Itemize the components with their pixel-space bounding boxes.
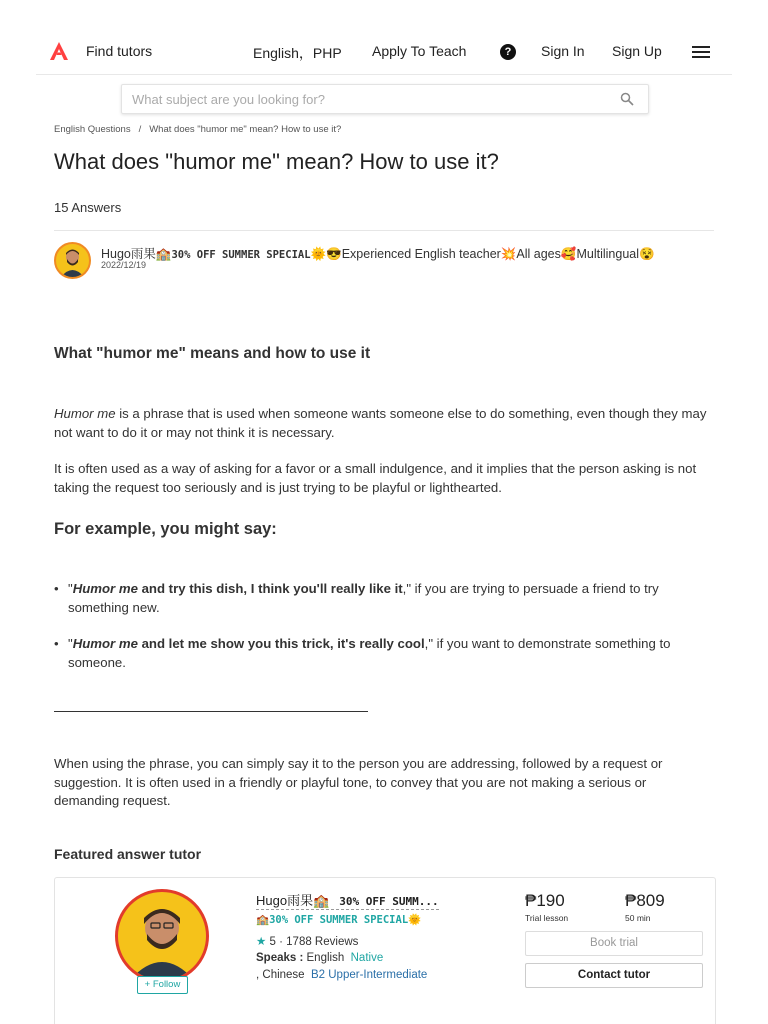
breadcrumb-item-current: What does "humor me" mean? How to use it?	[149, 124, 342, 135]
sign-in-link[interactable]: Sign In	[541, 43, 585, 59]
tutor-promo	[256, 913, 421, 926]
sun-emoji: 🌞	[310, 247, 327, 261]
school-emoji: 🏫	[155, 247, 172, 261]
help-icon[interactable]: ?	[500, 44, 516, 60]
answer-heading: What "humor me" means and how to use it	[54, 345, 371, 362]
paragraph-text: is a phrase that is used when someone wants someone else to do something, even though they may not want to do it or may not think it is necessary.	[54, 406, 707, 440]
top-navbar	[36, 0, 732, 75]
search-input[interactable]	[122, 85, 592, 113]
level-native: Native	[350, 952, 384, 964]
logo-icon[interactable]	[48, 40, 70, 62]
language-currency-selector[interactable]: English，PHP	[253, 45, 342, 61]
answers-count: 15 Answers	[54, 200, 122, 215]
quote-mark: "	[68, 636, 73, 651]
dizzy-emoji: 😵	[639, 247, 655, 261]
answer-date: 2022/12/19	[101, 260, 147, 270]
author-bio-3: Multilingual	[576, 247, 639, 261]
answer-paragraph-2: It is often used as a way of asking for a favor or a small indulgence, and it implies that the person asking is not taking the request too seriously and is just trying to be playful or lighthearted.	[54, 461, 697, 495]
tutor-name: Hugo雨果	[256, 893, 314, 908]
promo-text: 30% OFF SUMMER SPECIAL	[269, 914, 409, 926]
trial-price-label: Trial lesson	[525, 913, 569, 923]
tutor-speaks	[256, 952, 383, 964]
sun-emoji: 🌞	[408, 914, 422, 926]
example-heading: For example, you might say:	[54, 520, 277, 538]
search-icon[interactable]	[620, 92, 634, 106]
tutor-avatar[interactable]	[115, 889, 209, 983]
apply-to-teach-link[interactable]: Apply To Teach	[372, 43, 467, 59]
lesson-price-label: 50 min	[625, 913, 651, 923]
divider	[54, 230, 714, 231]
example-list	[54, 580, 714, 690]
author-bio-2: All ages	[516, 247, 561, 261]
quote-mark: "	[68, 581, 73, 596]
answer-paragraph-1	[54, 405, 714, 442]
featured-tutor-label: Featured answer tutor	[54, 846, 202, 862]
author-bio-1: Experienced English teacher	[341, 247, 501, 261]
example-item	[54, 580, 714, 617]
author-name-line	[101, 244, 655, 262]
level-b2: B2 Upper-Intermediate	[310, 969, 428, 981]
school-emoji: 🏫	[313, 893, 330, 908]
breadcrumb	[54, 124, 341, 135]
sign-up-link[interactable]: Sign Up	[612, 43, 662, 59]
answer-paragraph-3: When using the phrase, you can simply say it to the person you are addressing, followed by a request or suggestion. It is often used in a friendly or playful tone, to convey that you are not making a serious or demanding request.	[54, 756, 663, 808]
example-bold-text: and let me show you this trick, it's really cool	[137, 636, 425, 651]
featured-tutor-card	[54, 877, 716, 1024]
author-name[interactable]: Hugo雨果	[101, 247, 156, 261]
speaks-label: Speaks :	[256, 952, 304, 964]
book-trial-button[interactable]: Book trial	[525, 931, 703, 956]
tutor-name-line[interactable]	[256, 890, 439, 910]
review-count: 1788 Reviews	[286, 936, 359, 948]
rating-value: 5	[269, 936, 276, 948]
example-text: ," if you are trying to persuade a friend to try something new.	[68, 581, 659, 615]
contact-tutor-button[interactable]: Contact tutor	[525, 963, 703, 988]
tutor-name-promo: 30% OFF SUMM...	[339, 895, 439, 908]
tutor-speaks-2	[256, 969, 427, 981]
find-tutors-link[interactable]: Find tutors	[86, 43, 153, 59]
phrase-emphasis: Humor me	[54, 406, 116, 421]
example-bold-text: and try this dish, I think you'll really like it	[137, 581, 403, 596]
search-bar	[121, 84, 649, 114]
cool-emoji: 😎	[326, 247, 342, 261]
tutor-rating: ★ 5 · 1788 Reviews	[256, 936, 359, 948]
example-phrase: Humor me	[72, 581, 138, 596]
language-chinese: , Chinese	[256, 969, 305, 981]
page-title: What does "humor me" mean? How to use it?	[54, 149, 499, 174]
lesson-price: ₱809	[625, 891, 665, 910]
breadcrumb-separator: /	[138, 124, 142, 135]
smile-emoji: 🥰	[560, 247, 577, 261]
star-icon: ★	[256, 936, 267, 948]
author-promo: 30% OFF SUMMER SPECIAL	[171, 249, 311, 261]
language-english: English	[306, 952, 345, 964]
hamburger-menu-icon[interactable]	[692, 46, 710, 58]
boom-emoji: 💥	[500, 247, 517, 261]
breadcrumb-item-english-questions[interactable]: English Questions	[54, 124, 131, 135]
horizontal-rule	[54, 711, 368, 712]
example-phrase: Humor me	[72, 636, 138, 651]
example-text: ," if you want to demonstrate something to someone.	[68, 636, 671, 670]
trial-price: ₱190	[525, 891, 565, 910]
follow-button[interactable]: + Follow	[137, 976, 188, 994]
school-emoji: 🏫	[256, 914, 270, 926]
author-avatar[interactable]	[54, 242, 91, 279]
example-item	[54, 635, 714, 672]
